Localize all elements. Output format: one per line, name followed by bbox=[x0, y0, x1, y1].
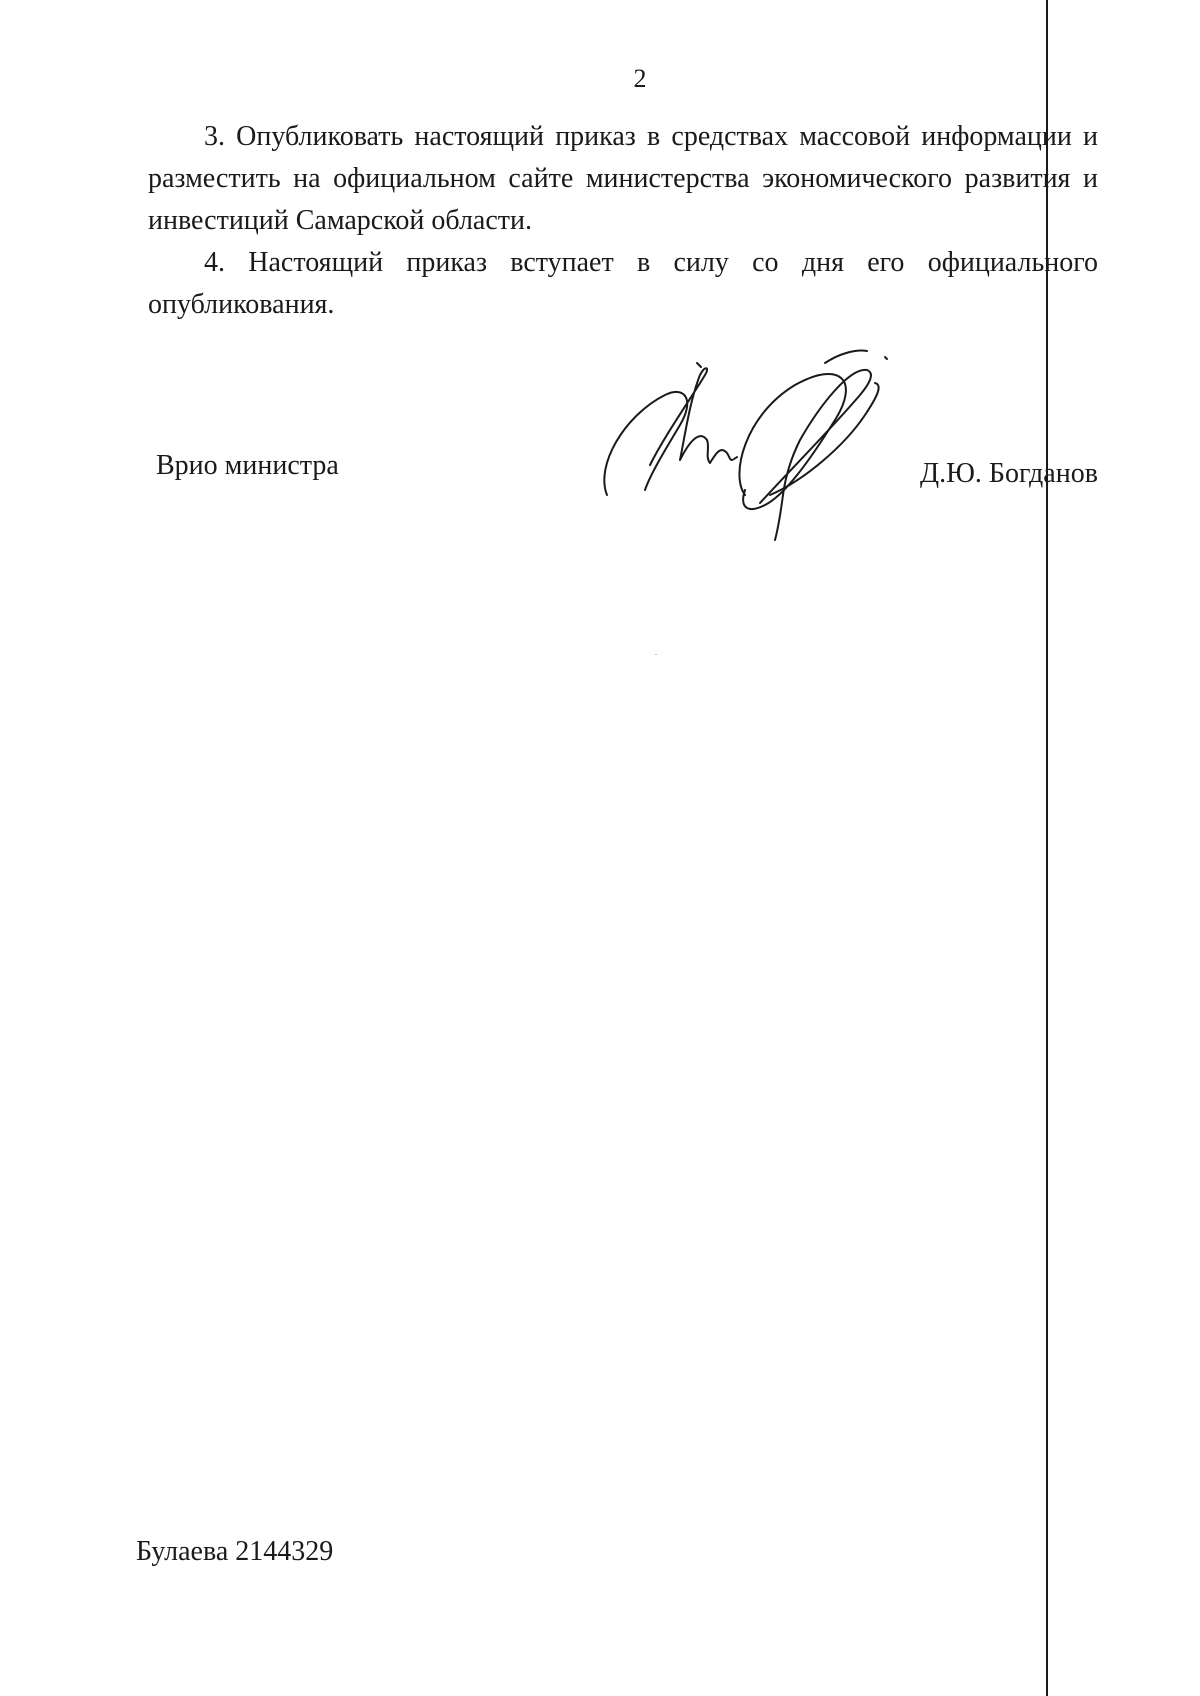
paragraph-3: 3. Опубликовать настоящий приказ в средствах массовой информации и разместить на официальном сайте министерства экономического развития и инвестиций Самарской области. bbox=[148, 121, 1098, 236]
document-body bbox=[148, 116, 1098, 326]
handwritten-signature bbox=[595, 345, 945, 545]
signer-position: Врио министра bbox=[156, 450, 339, 481]
page-number: 2 bbox=[633, 64, 647, 93]
signer-name: Д.Ю. Богданов bbox=[920, 458, 1098, 489]
signature-block bbox=[0, 440, 1200, 560]
paragraph-4: 4. Настоящий приказ вступает в силу со дня его официального опубликования. bbox=[148, 247, 1098, 320]
executor-contact: Булаева 2144329 bbox=[136, 1536, 334, 1567]
scan-speck bbox=[655, 654, 657, 655]
